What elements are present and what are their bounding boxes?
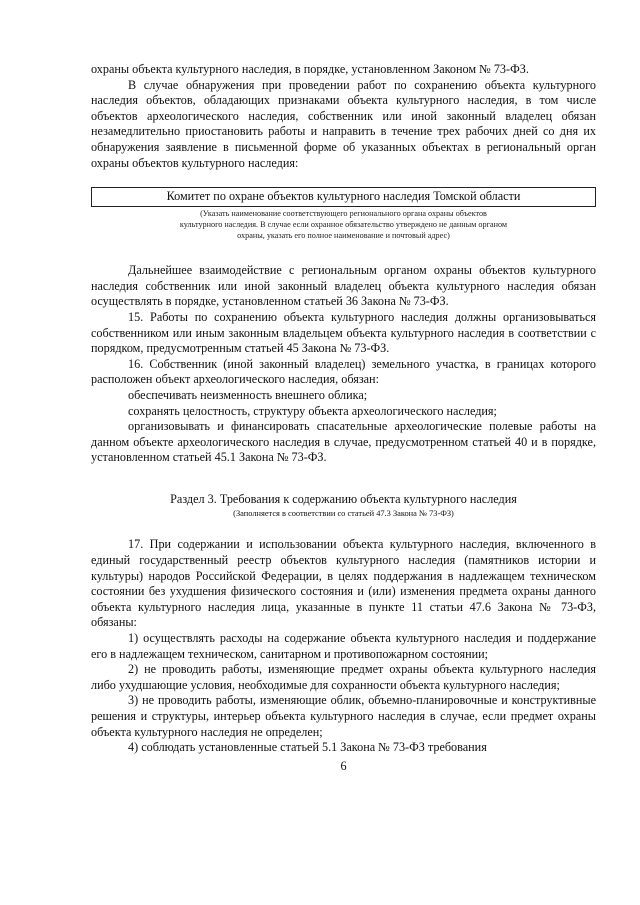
paragraph-interaction: Дальнейшее взаимодействие с региональным органом охраны объектов культурного наследия собственник или иной законный владелец объекта культурного наследия обязан осуществлять в порядке, установленном статьей 36 Закона № 73-ФЗ.	[91, 263, 596, 309]
clause-16-item-rescue-works: организовывать и финансировать спасательные археологические полевые работы на данном объекте археологического наследия в случае, предусмотренном статьей 40 и в порядке, установленном статьей 45.1 Закона № 73-ФЗ.	[91, 419, 596, 465]
clause-17-item-2: 2) не проводить работы, изменяющие предмет охраны объекта культурного наследия либо ухудшающие условия, необходимые для сохранности объекта культурного наследия;	[91, 662, 596, 692]
authority-field-hint: (Указать наименование соответствующего регионального органа охраны объектов культурного наследия. В случае если охранное обязательство утверждено не данным органом охраны, указать его полное наименование и почтовый адрес)	[179, 209, 508, 241]
clause-16-item-integrity: сохранять целостность, структуру объекта археологического наследия;	[128, 403, 497, 418]
clause-17: 17. При содержании и использовании объекта культурного наследия, включенного в единый государственный реестр объектов культурного наследия (памятников истории и культуры) народов Российской Федерации, в целях поддержания в надлежащем техническом состоянии без ухудшения физического состояния и (или) изменения предмета охраны данного объекта культурного наследия лица, указанные в пункте 11 статьи 47.6 Закона № 73-ФЗ, обязаны:	[91, 537, 596, 630]
section-3-title: Раздел 3. Требования к содержанию объекта культурного наследия	[170, 491, 517, 506]
section-3-note: (Заполняется в соответствии со статьей 47.3 Закона № 73-ФЗ)	[233, 509, 454, 519]
clause-15: 15. Работы по сохранению объекта культурного наследия должны организовываться собственником или иным законным владельцем объекта культурного наследия в соответствии с порядком, предусмотренным статьей 45 Закона № 73-ФЗ.	[91, 309, 596, 356]
paragraph-discovery-case: В случае обнаружения при проведении работ по сохранению объекта культурного наследия объектов, обладающих признаками объекта культурного наследия, в том числе объектов археологического наследия, собственник или иной законный владелец обязан незамедлительно приостановить работы и направить в течение трех рабочих дней со дня их обнаружения заявление в письменной форме об указанных объектах в региональный орган охраны объектов культурного наследия:	[91, 77, 596, 170]
clause-17-item-1: 1) осуществлять расходы на содержание объекта культурного наследия и поддержание его в надлежащем техническом, санитарном и противопожарном состоянии;	[91, 631, 596, 661]
paragraph-continuation: охраны объекта культурного наследия, в порядке, установленном Законом № 73-ФЗ.	[91, 62, 529, 76]
clause-16-item-appearance: обеспечивать неизменность внешнего облика;	[128, 387, 368, 402]
authority-name-field: Комитет по охране объектов культурного наследия Томской области	[91, 187, 596, 207]
document-page	[91, 62, 596, 774]
clause-16: 16. Собственник (иной законный владелец) земельного участка, в границах которого расположен объект археологического наследия, обязан:	[91, 356, 596, 387]
clause-17-item-4: 4) соблюдать установленные статьей 5.1 Закона № 73-ФЗ требования	[128, 740, 487, 755]
clause-17-item-3: 3) не проводить работы, изменяющие облик, объемно-планировочные и конструктивные решения и структуры, интерьер объекта культурного наследия в случае, если предмет охраны объекта культурного наследия не определен;	[91, 693, 596, 739]
page-number: 6	[340, 758, 347, 773]
